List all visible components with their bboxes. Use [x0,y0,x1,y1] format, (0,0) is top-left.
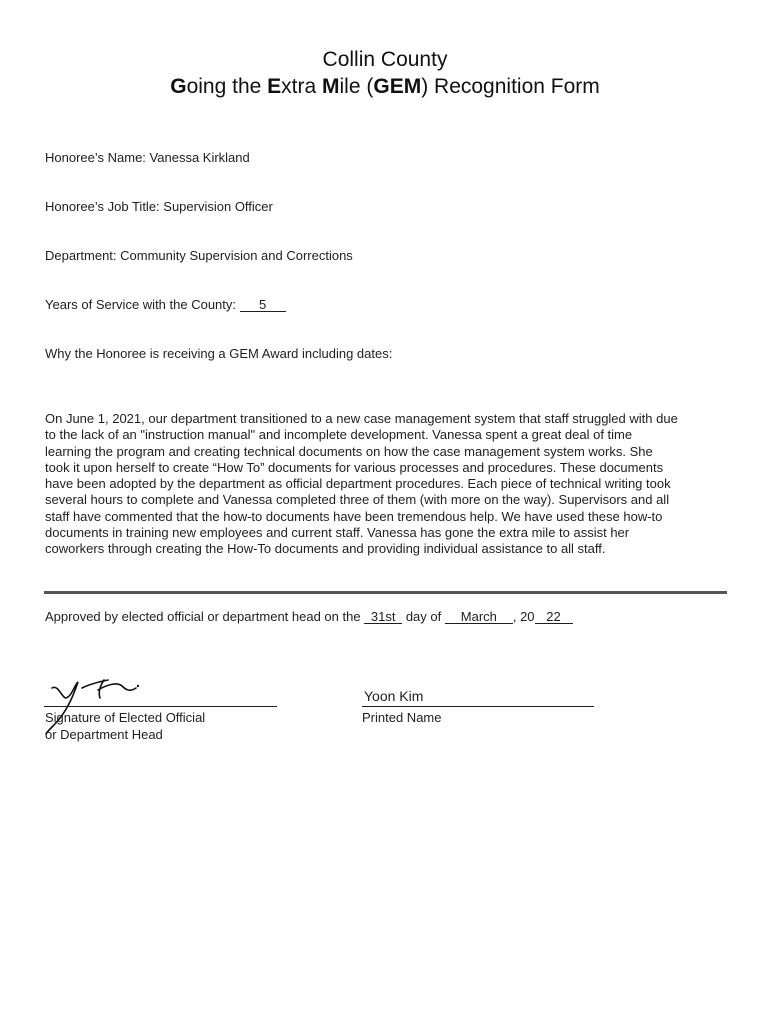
approval-day: 31st [364,611,402,624]
title-acronym: GEM [373,75,422,98]
narrative-line: to the lack of an "instruction manual" and incomplete development. Vanessa spent a great deal of time [45,427,633,443]
section-divider [44,591,727,594]
narrative-line: learning the program and creating technical documents on how the case management system works. She [45,443,653,459]
form-name [0,73,770,100]
printed-name-value: Yoon Kim [364,688,424,704]
printed-name-caption: Printed Name [362,710,442,725]
printed-name-line [362,706,594,707]
honoree-name-label: Honoree’s Name: [45,150,150,165]
award-narrative [45,411,735,558]
narrative-line: documents in training new employees and current staff. Vanessa has gone the extra mile to assist her [45,525,630,541]
job-title-value: Supervision Officer [163,199,273,214]
narrative-line: have been adopted by the department as official department procedures. Each piece of technical writing took [45,476,671,492]
title-initial-e: E [267,75,282,98]
years-label: Years of Service with the County: [45,297,240,312]
honoree-name-field [45,150,250,166]
signature-line [44,706,277,707]
job-title-label: Honoree’s Job Title: [45,199,164,214]
signature-caption-line: Signature of Elected Official [45,710,206,725]
job-title-field [45,199,273,215]
approval-month: March [445,611,513,624]
department-label: Department: [45,248,121,263]
narrative-line: coworkers through creating the How-To documents and providing individual assistance to all staff. [45,541,606,557]
approval-year-prefix: , 20 [512,609,535,624]
narrative-line: staff have commented that the how-to documents have been tremendous help. We have used these how-to [45,508,663,524]
county-title: Collin County [322,48,448,71]
department-field [45,248,353,264]
signature-caption-line: or Department Head [45,727,163,742]
form-title [0,46,770,100]
title-text: oing the [186,75,268,98]
years-value: 5 [240,298,286,312]
title-text: xtra [281,75,323,98]
narrative-line: took it upon herself to create “How To” documents for various processes and procedures. These documents [45,459,664,475]
title-initial-g: G [170,75,187,98]
signature-caption [45,709,205,743]
narrative-line: several hours to complete and Vanessa completed three of them (with more on the way). Supervisors and all [45,492,670,508]
approval-day-of: day of [402,609,445,624]
approval-year: 22 [535,611,573,624]
years-of-service-field [45,297,286,313]
approval-statement [45,609,573,625]
title-text: ile ( [339,75,374,98]
honoree-name-value: Vanessa Kirkland [149,150,250,165]
title-initial-m: M [322,75,340,98]
narrative-line: On June 1, 2021, our department transitioned to a new case management system that staff struggled with due [45,411,678,426]
title-text: ) Recognition Form [421,75,600,98]
award-reason-label: Why the Honoree is receiving a GEM Award including dates: [45,346,393,361]
approval-prefix: Approved by elected official or department head on the [45,609,365,624]
department-value: Community Supervision and Corrections [120,248,353,263]
